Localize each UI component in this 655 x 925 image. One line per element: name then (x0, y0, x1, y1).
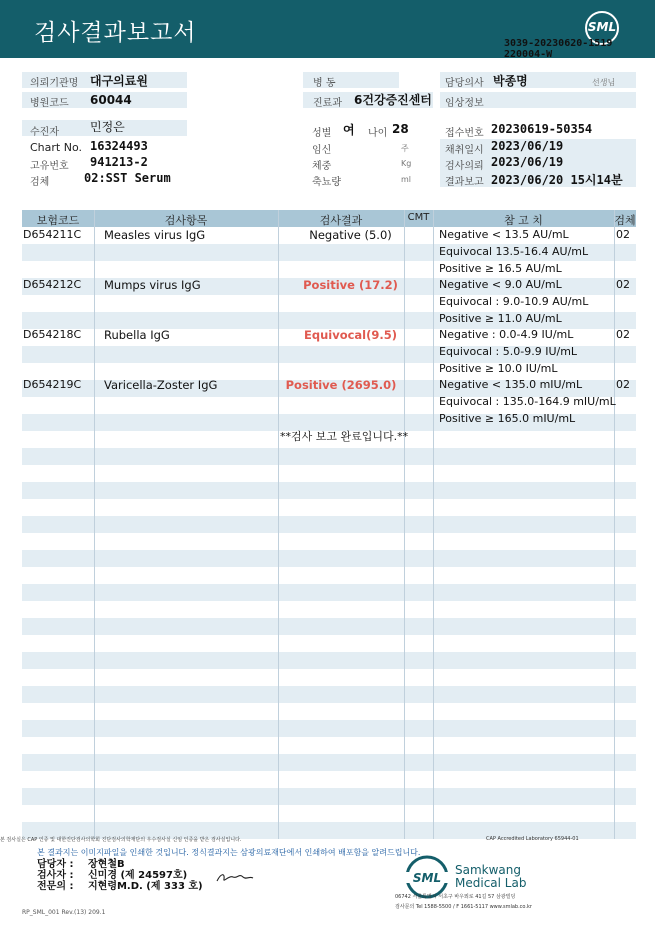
row-result: Negative (5.0) (309, 228, 392, 242)
collect-value: 2023/06/19 (491, 139, 564, 153)
request-label: 검사의뢰 (445, 161, 484, 172)
col-specimen: 검체 (614, 214, 636, 227)
chart-label: Chart No. (30, 141, 82, 154)
row-ref: Equivocal : 135.0-164.9 mIU/mL (439, 395, 616, 408)
collect-label: 채취일시 (445, 145, 484, 156)
patient-value: 민정은 (90, 120, 125, 134)
svg-text:SML: SML (412, 871, 442, 885)
report-id: 3039-20230620-1519 220004-W (504, 38, 613, 60)
row-test-name: Mumps virus IgG (104, 278, 201, 292)
row-ref: Positive ≥ 11.0 AU/mL (439, 312, 562, 325)
clinical-label: 임상정보 (445, 98, 484, 109)
row-specimen: 02 (616, 328, 630, 341)
weight-unit: Kg (401, 159, 412, 168)
doctor-suffix: 선생님 (592, 78, 616, 87)
hospital-code-value: 60044 (90, 93, 132, 107)
col-test-item: 검사항목 (164, 214, 208, 227)
col-insurance-code: 보험코드 (36, 214, 80, 227)
row-ref: Equivocal : 5.0-9.9 IU/mL (439, 345, 578, 358)
institution-label: 의뢰기관명 (30, 78, 79, 89)
urine-unit: ml (401, 175, 412, 184)
row-specimen: 02 (616, 378, 630, 391)
row-code: D654219C (23, 378, 82, 391)
row-test-name: Rubella IgG (104, 328, 170, 342)
age-value: 28 (392, 122, 409, 136)
hospital-code-label: 병원코드 (30, 98, 69, 109)
lab-phone: 검사문의 Tel 1588-5500 / F 1661-5117 www.smlab.co.kr (395, 904, 532, 910)
examiner-value: 신미경 (제 24597호) (88, 870, 188, 881)
receipt-value: 20230619-50354 (491, 122, 593, 136)
row-test-name: Varicella-Zoster IgG (104, 378, 218, 392)
row-ref: Negative : 0.0-4.9 IU/mL (439, 328, 574, 341)
id-label: 고유번호 (30, 161, 69, 172)
id-value: 941213-2 (90, 155, 148, 169)
row-code: D654218C (23, 328, 82, 341)
col-result: 검사결과 (319, 214, 363, 227)
lab-address: 06742 서울특별시 서초구 바우뫼로 41길 57 삼광빌딩 (395, 894, 516, 900)
reporter-label: 담당자 : (37, 859, 74, 870)
col-cmt: CMT (407, 212, 430, 223)
row-ref: Positive ≥ 165.0 mIU/mL (439, 412, 576, 425)
doctor-value: 박종명 (493, 74, 528, 88)
signature-icon (215, 869, 255, 885)
row-test-name: Measles virus IgG (104, 228, 206, 242)
row-ref: Negative < 13.5 AU/mL (439, 228, 569, 241)
sml-logo-text: SML (587, 20, 617, 34)
specimen-value: 02:SST Serum (84, 171, 171, 185)
sex-value: 여 (343, 123, 355, 137)
results-table (22, 210, 636, 839)
row-result: Equivocal(9.5) (303, 328, 398, 342)
lab-name: Samkwang Medical Lab (455, 863, 527, 890)
patient-label: 수진자 (30, 127, 59, 138)
department-label: 진료과 (313, 98, 342, 109)
weight-label: 체중 (312, 161, 332, 172)
row-ref: Negative < 135.0 mIU/mL (439, 378, 583, 391)
specialist-label: 전문의 : (37, 881, 74, 892)
receipt-label: 접수번호 (445, 128, 484, 139)
reporter-value: 장현철B (88, 859, 125, 870)
examiner-label: 검사자 : (37, 870, 74, 881)
urine-label: 축뇨량 (312, 177, 341, 188)
col-reference: 참 고 치 (504, 214, 543, 227)
request-value: 2023/06/19 (491, 155, 564, 169)
specimen-label: 검체 (30, 177, 50, 188)
pregnancy-label: 임신 (312, 145, 332, 156)
age-label: 나이 (368, 128, 388, 139)
result-date-label: 결과보고 (445, 177, 484, 188)
result-date-value: 2023/06/20 15시14분 (491, 173, 623, 187)
doctor-label: 담당의사 (445, 78, 484, 89)
pregnancy-unit: 주 (401, 144, 409, 153)
specialist-value: 지현령M.D. (제 333 호) (88, 881, 203, 892)
image-notice: 본 결과지는 이미지파일을 인쇄한 것입니다. 정식결과지는 삼광의료재단에서 인쇄하여 배포함을 알려드립니다. (37, 848, 421, 857)
institution-value: 대구의료원 (90, 74, 148, 88)
certification-note: 본 검사실은 CAP 인증 및 대한진단검사의학회 진단검사의학재단의 우수검사실 신임 인증을 받은 검사실입니다. (0, 837, 242, 843)
ward-label: 병 동 (313, 78, 336, 89)
chart-value: 16324493 (90, 139, 148, 153)
row-code: D654211C (23, 228, 82, 241)
row-ref: Equivocal : 9.0-10.9 AU/mL (439, 295, 589, 308)
row-code: D654212C (23, 278, 82, 291)
sex-label: 성별 (312, 128, 332, 139)
report-title: 검사결과보고서 (34, 20, 197, 46)
row-specimen: 02 (616, 228, 630, 241)
row-result: Positive (2695.0) (285, 378, 397, 392)
row-ref: Negative < 9.0 AU/mL (439, 278, 562, 291)
row-ref: Positive ≥ 10.0 IU/mL (439, 362, 558, 375)
row-specimen: 02 (616, 278, 630, 291)
row-result: Positive (17.2) (303, 278, 398, 292)
row-ref: Equivocal 13.5-16.4 AU/mL (439, 245, 589, 258)
department-value: 6건강증진센터 (354, 93, 432, 107)
row-ref: Positive ≥ 16.5 AU/mL (439, 262, 562, 275)
form-id: RP_SML_001 Rev.(13) 209.1 (22, 909, 106, 916)
cap-note: CAP Accredited Laboratory 65944-01 (486, 836, 579, 842)
completion-message: **검사 보고 완료입니다.** (280, 430, 409, 443)
